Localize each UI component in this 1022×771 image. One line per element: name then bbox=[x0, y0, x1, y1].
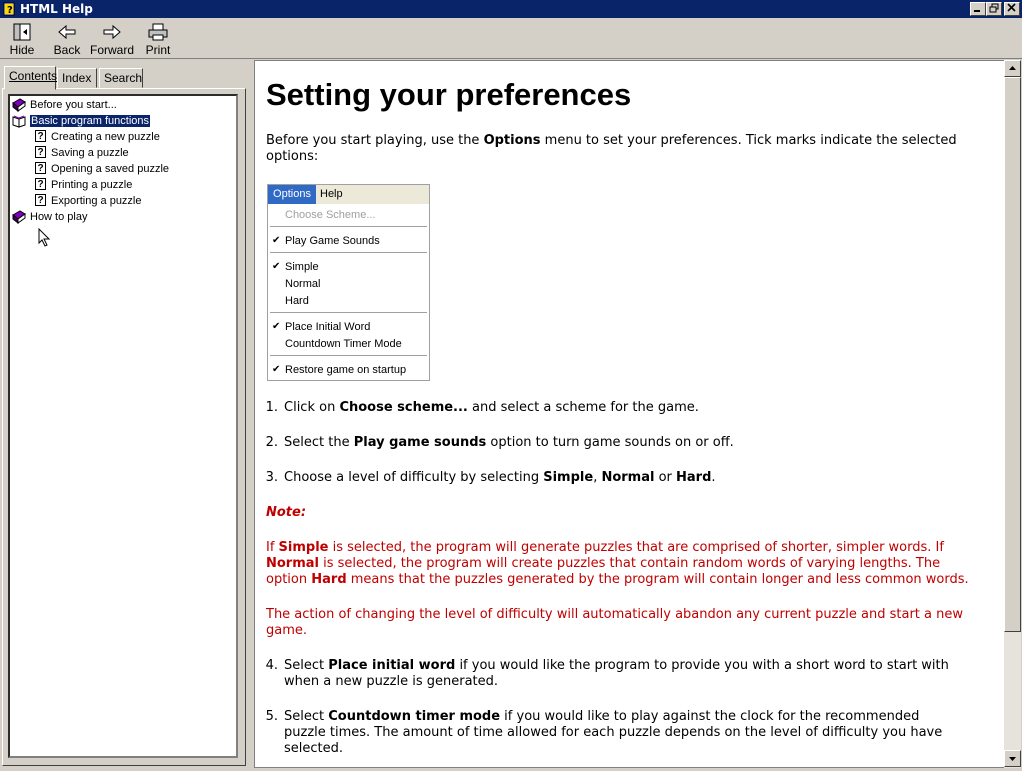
help-page-icon: ? bbox=[35, 146, 46, 158]
tree-label: Basic program functions bbox=[31, 115, 149, 127]
help-page-icon: ? bbox=[35, 178, 46, 190]
restore-button[interactable] bbox=[986, 2, 1002, 16]
menu-options: Options bbox=[268, 185, 316, 204]
tree-item-basic-program-functions[interactable] bbox=[12, 114, 150, 129]
menu-separator bbox=[270, 252, 427, 254]
tree-label: How to play bbox=[30, 211, 88, 223]
tree-item-opening-puzzle[interactable] bbox=[35, 162, 169, 177]
checkmark-icon: ✔ bbox=[272, 235, 281, 246]
tab-contents[interactable] bbox=[4, 66, 56, 90]
menu-item-normal: Normal bbox=[285, 278, 321, 290]
menu-item-place-word: Place Initial Word bbox=[285, 321, 371, 333]
close-icon bbox=[1007, 3, 1017, 13]
note-label: Note: bbox=[266, 505, 307, 520]
svg-text:?: ? bbox=[7, 5, 13, 16]
help-page-icon: ? bbox=[35, 130, 46, 142]
checkmark-icon: ✔ bbox=[272, 364, 281, 375]
scroll-thumb[interactable] bbox=[1004, 77, 1021, 632]
step-4: 4. Select Place initial word if you would like the program to provide you with a short word to start with when a new puzzle is generated. bbox=[265, 658, 949, 689]
help-page-icon: ? bbox=[35, 194, 46, 206]
close-button[interactable] bbox=[1004, 2, 1020, 16]
forward-arrow-icon bbox=[101, 23, 123, 41]
hide-button[interactable] bbox=[6, 21, 38, 57]
menu-separator bbox=[270, 226, 427, 228]
scroll-up-button[interactable] bbox=[1004, 60, 1021, 77]
open-book-icon bbox=[12, 114, 26, 128]
tab-search-label: Search bbox=[104, 71, 143, 85]
tree-item-exporting-puzzle[interactable] bbox=[35, 194, 142, 209]
menu-item-sounds: Play Game Sounds bbox=[285, 235, 380, 247]
step-2: 2. Select the Play game sounds option to turn game sounds on or off. bbox=[265, 435, 734, 450]
restore-icon bbox=[989, 3, 999, 13]
tab-index-label: Index bbox=[62, 71, 92, 85]
checkmark-icon: ✔ bbox=[272, 261, 281, 272]
menu-separator bbox=[270, 355, 427, 357]
help-book-icon bbox=[2, 1, 18, 17]
title-bar bbox=[0, 0, 1022, 18]
checkmark-icon: ✔ bbox=[272, 321, 281, 332]
menu-item-hard: Hard bbox=[285, 295, 309, 307]
tree-item-printing-puzzle[interactable] bbox=[35, 178, 132, 193]
back-label: Back bbox=[53, 43, 81, 57]
mouse-cursor-icon bbox=[38, 228, 52, 248]
tree-label: Creating a new puzzle bbox=[51, 131, 160, 143]
tree-label: Exporting a puzzle bbox=[51, 195, 142, 207]
tree-item-how-to-play[interactable] bbox=[12, 210, 87, 225]
step-5: 5. Select Countdown timer mode if you would like to play against the clock for the recommended puzzle times. The amount of time allowed for each puzzle depends on the level of difficulty you have selected. bbox=[265, 709, 943, 756]
toolbar bbox=[0, 18, 1022, 59]
menu-item-choose-scheme: Choose Scheme... bbox=[285, 209, 376, 221]
forward-label: Forward bbox=[90, 43, 135, 57]
tree-label: Saving a puzzle bbox=[51, 147, 129, 159]
forward-button[interactable] bbox=[90, 21, 134, 57]
tree-label: Printing a puzzle bbox=[51, 179, 133, 191]
menu-bar bbox=[268, 185, 429, 204]
options-menu-image bbox=[267, 184, 430, 381]
tab-search[interactable] bbox=[99, 68, 143, 88]
print-label: Print bbox=[145, 43, 171, 57]
note-paragraph-1: If Simple is selected, the program will generate puzzles that are comprised of shorter, simpler words. If Normal is selected, the program will create puzzles that contain random words of varying lengths. The option Hard means that the puzzles generated by the program will contain longer and less common words. bbox=[266, 540, 969, 587]
note-paragraph-2: The action of changing the level of difficulty will automatically abandon any current puzzle and start a new game. bbox=[266, 607, 963, 638]
help-page-icon: ? bbox=[35, 162, 46, 174]
back-arrow-icon bbox=[56, 23, 78, 41]
menu-item-countdown: Countdown Timer Mode bbox=[285, 338, 402, 350]
hide-label: Hide bbox=[9, 43, 35, 57]
window-title: HTML Help bbox=[20, 2, 93, 16]
tab-contents-label: Contents bbox=[9, 69, 58, 83]
menu-item-restore: Restore game on startup bbox=[285, 364, 407, 376]
tree-item-before-you-start[interactable] bbox=[12, 98, 117, 113]
printer-icon bbox=[147, 23, 169, 41]
scroll-up-arrow-icon bbox=[1005, 61, 1020, 76]
scroll-down-arrow-icon bbox=[1005, 751, 1020, 766]
menu-help: Help bbox=[320, 188, 343, 200]
menu-item-simple: Simple bbox=[285, 261, 319, 273]
topic-content bbox=[254, 60, 1006, 768]
contents-tree[interactable] bbox=[8, 94, 238, 758]
tree-label: Opening a saved puzzle bbox=[51, 163, 170, 175]
step-3: 3. Choose a level of difficulty by selecting Simple, Normal or Hard. bbox=[265, 470, 716, 485]
closed-book-icon bbox=[12, 210, 26, 224]
intro-paragraph: Before you start playing, use the Options menu to set your preferences. Tick marks indicate the selected options: bbox=[266, 133, 957, 164]
minimize-icon bbox=[973, 3, 983, 13]
menu-separator bbox=[270, 312, 427, 314]
back-button[interactable] bbox=[50, 21, 84, 57]
tree-item-saving-puzzle[interactable] bbox=[35, 146, 129, 161]
tree-item-creating-puzzle[interactable] bbox=[35, 130, 160, 145]
page-title: Setting your preferences bbox=[266, 77, 632, 112]
minimize-button[interactable] bbox=[970, 2, 986, 16]
scroll-down-button[interactable] bbox=[1004, 750, 1021, 767]
step-1: 1. Click on Choose scheme... and select a scheme for the game. bbox=[265, 400, 699, 415]
closed-book-icon bbox=[12, 98, 26, 112]
tree-label: Before you start... bbox=[30, 99, 117, 111]
vertical-scrollbar[interactable] bbox=[1004, 60, 1021, 768]
tab-index[interactable] bbox=[57, 68, 97, 88]
print-button[interactable] bbox=[142, 21, 174, 57]
hide-icon bbox=[11, 23, 33, 41]
